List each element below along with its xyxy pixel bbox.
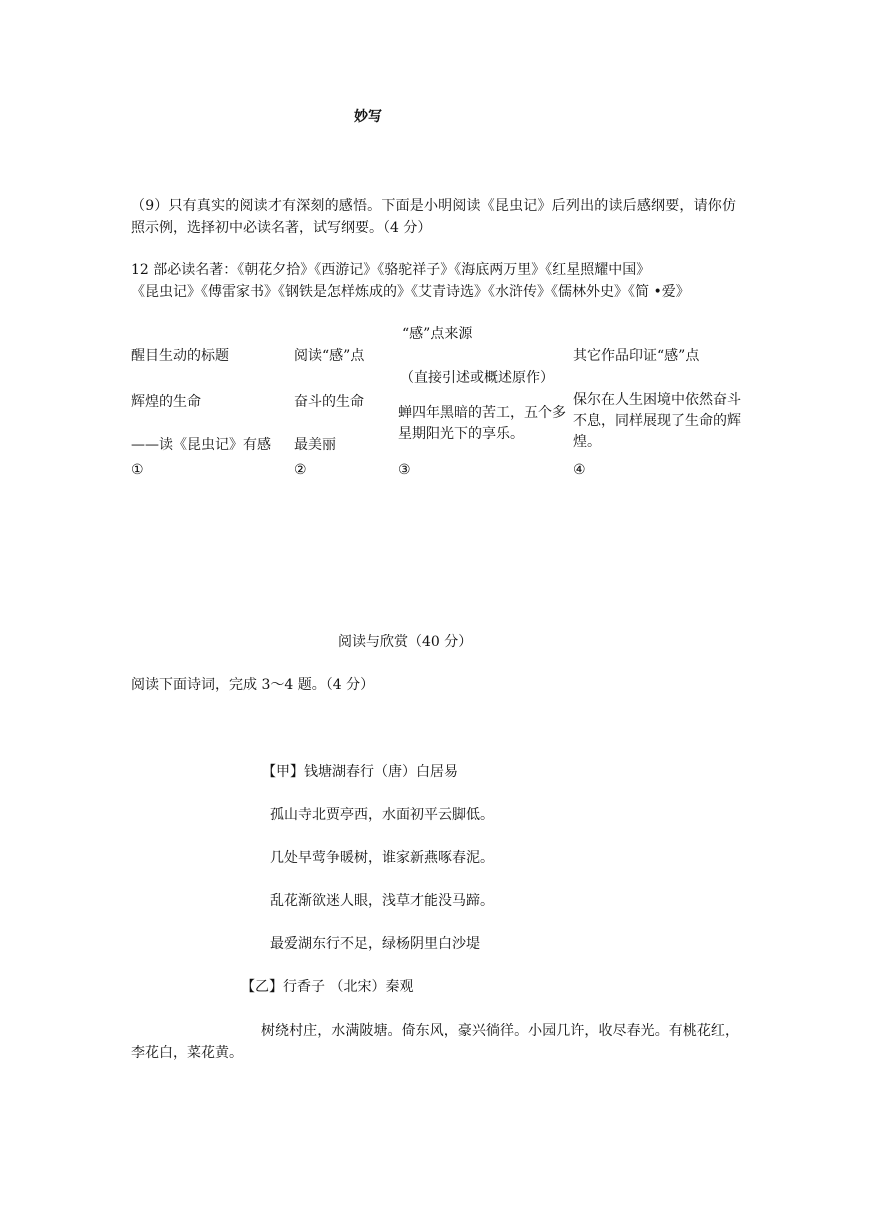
poem-line: 孤山寺北贾亭西，水面初平云脚低。 [270, 807, 494, 823]
blank-marker: ① [131, 462, 144, 478]
blank-marker: ④ [573, 462, 586, 478]
table-header-title: 醒目生动的标题 [131, 348, 229, 364]
book-list-line: 《昆虫记》《傅雷家书》《钢铁是怎样炼成的》《艾青诗选》《水浒传》《儒林外史》《简 •爱》 [131, 284, 690, 300]
example-evidence: 保尔在人生困境中依然奋斗不息，同样展现了生命的辉煌。 [573, 392, 741, 450]
blank-marker: ③ [398, 462, 411, 478]
table-header-source-note: （直接引述或概述原作） [400, 370, 554, 386]
table-header-source: “感”点来源 [402, 326, 473, 342]
blank-marker: ② [294, 462, 307, 478]
table-header-evidence: 其它作品印证“感”点 [573, 348, 700, 364]
example-feeling: 奋斗的生命 [294, 394, 364, 410]
poem-line: 最爱湖东行不足，绿杨阴里白沙堤 [270, 936, 480, 952]
instruction-text: 阅读下面诗词，完成 3～4 题。（4 分） [131, 677, 375, 693]
section-title: 阅读与欣赏（40 分） [338, 634, 473, 650]
book-list-line: 12 部必读名著：《朝花夕拾》《西游记》《骆驼祥子》《海底两万里》《红星照耀中国》 [131, 262, 651, 278]
example-subtitle: ——读《昆虫记》有感 [131, 437, 271, 453]
table-header-feeling: 阅读“感”点 [294, 348, 365, 364]
question-text: （9）只有真实的阅读才有深刻的感悟。下面是小明阅读《昆虫记》后列出的读后感纲要，请你仿照示例，选择初中必读名著，试写纲要。（4 分） [131, 198, 736, 236]
poem-title: 【甲】钱塘湖春行（唐）白居易 [262, 764, 458, 780]
poem-text: 树绕村庄，水满陂塘。倚东风，豪兴徜徉。小园几许，收尽春光。有桃花红，李花白，菜花黄。 [131, 1023, 739, 1061]
poem-line: 几处早莺争暖树，谁家新燕啄春泥。 [270, 850, 494, 866]
section-title: 妙写 [354, 109, 382, 125]
poem-title: 【乙】行香子 （北宋）秦观 [241, 979, 414, 995]
example-source: 蝉四年黑暗的苦工，五个多星期阳光下的享乐。 [398, 405, 566, 442]
poem-line: 乱花渐欲迷人眼，浅草才能没马蹄。 [270, 893, 494, 909]
example-feeling: 最美丽 [294, 437, 336, 453]
example-title: 辉煌的生命 [131, 394, 201, 410]
